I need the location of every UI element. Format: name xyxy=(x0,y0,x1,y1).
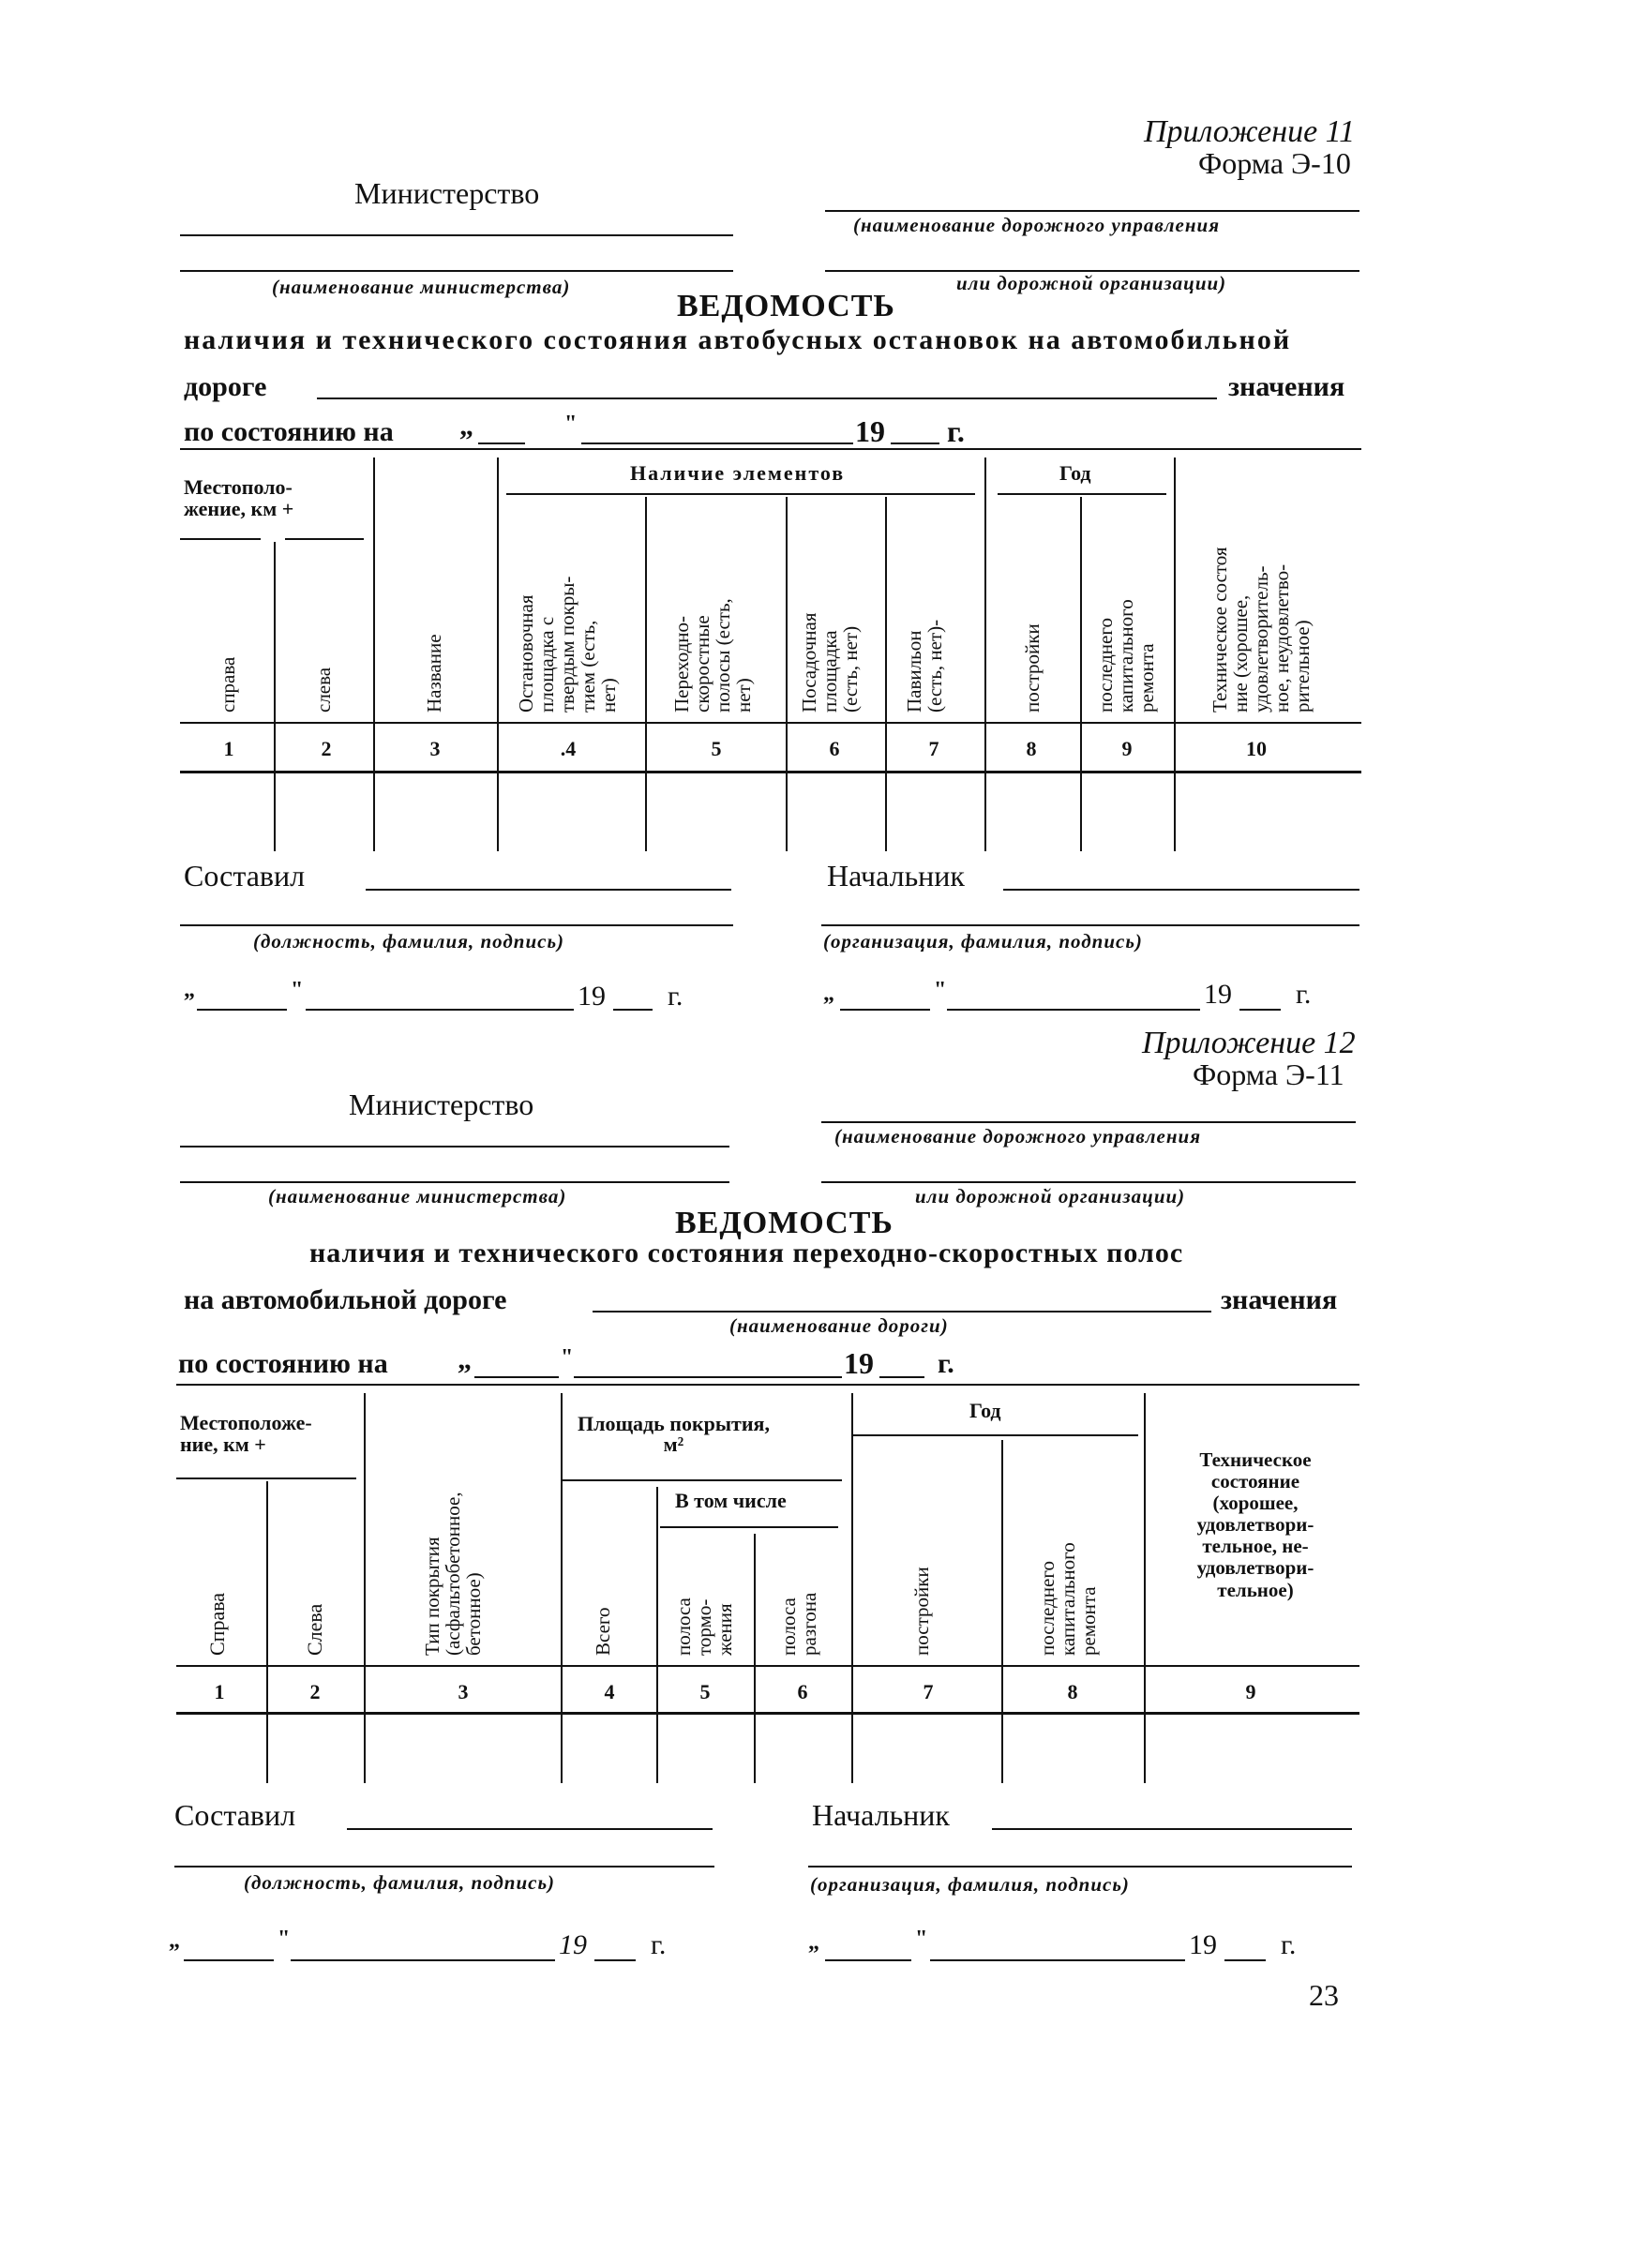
table2-numbers-rule xyxy=(176,1712,1359,1715)
table1-header-location: Местополо- жение, км + xyxy=(184,475,294,521)
date-quote-open-2: „ xyxy=(458,1344,472,1375)
sig-date-year-1b: 19 xyxy=(1204,979,1232,1010)
date-day-line-2 xyxy=(474,1376,559,1378)
table2-col-sep-4 xyxy=(656,1487,658,1783)
table1-year-rule xyxy=(998,493,1166,495)
compiled-label-1: Составил xyxy=(184,859,306,892)
date-yy-line-1 xyxy=(891,442,939,444)
road-caption-2: (наименование дороги) xyxy=(729,1314,949,1337)
date-year-1: 19 xyxy=(855,414,885,448)
sig-date-q1-1b: „ xyxy=(823,982,834,1006)
ministry-line-2a xyxy=(180,1146,729,1148)
table1-num-4: .4 xyxy=(560,737,577,760)
date-year-2: 19 xyxy=(844,1346,874,1380)
compiled-caption-line-2 xyxy=(174,1866,714,1868)
date-day-line-1 xyxy=(478,442,525,444)
date-quote-open-1: „ xyxy=(459,411,473,442)
table1-col-left: слева xyxy=(312,667,335,712)
sig-date-yy-line-2a xyxy=(594,1959,636,1961)
table2-including-rule xyxy=(660,1526,838,1528)
date-g-1: г. xyxy=(947,414,965,448)
chief-label-1: Начальник xyxy=(827,859,965,892)
road-name-line-1 xyxy=(317,398,1217,399)
table1-loc-sub-rule-a xyxy=(180,538,261,540)
sig-date-q2-1b: " xyxy=(934,978,947,1002)
ministry-caption-2: (наименование министерства) xyxy=(268,1185,567,1208)
page-number: 23 xyxy=(1309,1978,1339,2012)
table1-num-5: 5 xyxy=(711,737,722,760)
ministry-caption-1: (наименование министерства) xyxy=(272,276,571,298)
table1-top-rule xyxy=(180,448,1361,450)
table1-num-7: 7 xyxy=(928,737,939,760)
chief-caption-2: (организация, фамилия, подпись) xyxy=(810,1873,1130,1896)
table1-numbers-rule xyxy=(180,771,1361,773)
document-subtitle-2: наличия и технического состояния переходно-скоростных полос xyxy=(309,1238,1184,1268)
chief-line-1 xyxy=(1003,889,1359,891)
compiled-line-1 xyxy=(366,889,731,891)
table1-col-sep-1 xyxy=(274,542,276,851)
ministry-label-2: Министерство xyxy=(349,1088,534,1121)
sig-date-g-2b: г. xyxy=(1281,1929,1297,1960)
table1-col-right: справа xyxy=(217,656,239,712)
table1-col-built: постройки xyxy=(1021,623,1044,712)
table2-col-sep-7 xyxy=(1001,1440,1003,1783)
table2-header-state: Техническое состояние (хорошее, удовлетвори- тельное, не- удовлетвори- тельное) xyxy=(1196,1448,1314,1601)
table2-col-sep-6 xyxy=(851,1393,853,1783)
table2-header-area: Площадь покрытия, м² xyxy=(578,1412,770,1456)
date-prefix-2: по состоянию на xyxy=(178,1348,388,1379)
sig-date-g-1b: г. xyxy=(1296,979,1312,1010)
table2-col-braking-lane: полоса тормо- жения xyxy=(672,1598,737,1656)
date-month-line-2 xyxy=(574,1376,842,1378)
table2-header-rule xyxy=(176,1665,1359,1667)
sig-date-day-line-1b xyxy=(840,1009,930,1011)
table2-num-5: 5 xyxy=(699,1680,711,1703)
table2-header-year: Год xyxy=(969,1399,1001,1422)
table2-num-7: 7 xyxy=(923,1680,934,1703)
org-caption-1b: или дорожной организации) xyxy=(956,272,1227,294)
table2-num-3: 3 xyxy=(458,1680,469,1703)
org-name-line-2a xyxy=(821,1121,1356,1123)
table2-col-repair: последнего капитального ремонта xyxy=(1036,1542,1101,1656)
table2-col-sep-2 xyxy=(364,1393,366,1783)
ministry-line-1a xyxy=(180,234,733,236)
table1-num-6: 6 xyxy=(829,737,840,760)
table1-col-repair: последнего капитального ремонта xyxy=(1094,599,1159,712)
chief-label-2: Начальник xyxy=(812,1798,950,1832)
sig-date-q1-2b: „ xyxy=(808,1930,819,1955)
appendix-label-2: Приложение 12 xyxy=(1142,1026,1356,1060)
table1-num-9: 9 xyxy=(1121,737,1133,760)
sig-date-month-line-1b xyxy=(947,1009,1200,1011)
org-caption-2a: (наименование дорожного управления xyxy=(834,1125,1202,1148)
date-prefix-1: по состоянию на xyxy=(184,416,394,447)
table1-col-sep-7 xyxy=(984,458,986,851)
chief-caption-1: (организация, фамилия, подпись) xyxy=(823,930,1143,952)
date-g-2: г. xyxy=(938,1348,954,1379)
date-month-line-1 xyxy=(581,442,853,444)
table1-loc-sub-rule-b xyxy=(285,538,364,540)
table1-col-stop-area: Остановочная площадка с твердым покры- тием (есть, нет) xyxy=(515,576,621,712)
sig-date-year-2a: 19 xyxy=(559,1929,587,1960)
table1-col-sep-8 xyxy=(1080,497,1082,851)
ministry-label-1: Министерство xyxy=(354,176,540,210)
chief-caption-line-2 xyxy=(808,1866,1352,1868)
date-yy-line-2 xyxy=(879,1376,924,1378)
table1-header-rule xyxy=(180,722,1361,724)
road-label-1: дороге xyxy=(184,371,267,402)
table2-num-4: 4 xyxy=(604,1680,615,1703)
table2-col-sep-1 xyxy=(266,1481,268,1783)
document-title-2: ВЕДОМОСТЬ xyxy=(675,1206,894,1240)
table2-num-6: 6 xyxy=(797,1680,808,1703)
org-caption-2b: или дорожной организации) xyxy=(915,1185,1186,1208)
table1-col-sep-6 xyxy=(885,497,887,851)
document-subtitle-1: наличия и технического состояния автобусных остановок на автомобильной xyxy=(184,324,1292,355)
table2-top-rule xyxy=(176,1384,1359,1386)
table2-col-sep-8 xyxy=(1144,1393,1146,1783)
table1-col-sep-2 xyxy=(373,458,375,851)
form-label-2: Форма Э-11 xyxy=(1193,1058,1344,1091)
table1-col-sep-9 xyxy=(1174,458,1176,851)
table2-area-rule xyxy=(563,1479,842,1481)
sig-date-q2-1a: " xyxy=(291,978,304,1002)
compiled-caption-line-1 xyxy=(180,924,733,926)
table2-num-1: 1 xyxy=(214,1680,225,1703)
sig-date-g-2a: г. xyxy=(651,1929,667,1960)
org-name-line-2b xyxy=(821,1181,1356,1183)
table1-col-sep-3 xyxy=(497,458,499,851)
document-title-1: ВЕДОМОСТЬ xyxy=(677,289,895,323)
table1-num-1: 1 xyxy=(223,737,234,760)
chief-caption-line-1 xyxy=(821,924,1359,926)
ministry-line-2b xyxy=(180,1181,729,1183)
sig-date-year-2b: 19 xyxy=(1189,1929,1217,1960)
table1-num-10: 10 xyxy=(1246,737,1267,760)
org-name-line-1a xyxy=(825,210,1359,212)
table1-num-2: 2 xyxy=(321,737,332,760)
table1-col-sep-4 xyxy=(645,497,647,851)
ministry-line-1b xyxy=(180,270,733,272)
table2-col-total: Всего xyxy=(592,1607,614,1656)
sig-date-year-1a: 19 xyxy=(578,981,606,1012)
road-name-line-2 xyxy=(593,1311,1211,1312)
table2-col-acceleration-lane: полоса разгона xyxy=(777,1592,821,1656)
table1-col-state: Техническое состоя ние (хорошее, удовлетворитель- ное, неудовлетво- рительное) xyxy=(1209,547,1314,712)
sig-date-month-line-2b xyxy=(930,1959,1185,1961)
sig-date-day-line-2b xyxy=(825,1959,911,1961)
sig-date-q2-2a: " xyxy=(278,1927,291,1951)
chief-line-2 xyxy=(992,1828,1352,1830)
table2-col-sep-5 xyxy=(754,1534,756,1783)
table1-num-3: 3 xyxy=(429,737,441,760)
table1-presence-rule xyxy=(506,493,975,495)
road-label-2: на автомобильной дороге xyxy=(184,1284,507,1315)
table2-col-left: Слева xyxy=(303,1603,326,1656)
table1-col-pavilion: Павильон (есть, нет)- xyxy=(903,619,947,712)
table1-col-boarding-area: Посадочная площадка (есть, нет) xyxy=(798,612,863,712)
road-suffix-1: значения xyxy=(1228,371,1345,402)
table1-header-year: Год xyxy=(1059,461,1091,485)
table2-header-including: В том числе xyxy=(675,1489,787,1512)
table2-header-location: Местоположе- ние, км + xyxy=(180,1411,312,1457)
table1-col-sep-5 xyxy=(786,497,788,851)
form-label-1: Форма Э-10 xyxy=(1198,146,1351,180)
table2-num-2: 2 xyxy=(309,1680,321,1703)
date-quote-close-1: " xyxy=(564,412,578,436)
table2-num-9: 9 xyxy=(1245,1680,1256,1703)
table1-col-speed-lanes: Переходно- скоростные полосы (есть, нет) xyxy=(670,598,756,712)
sig-date-q1-2a: „ xyxy=(169,1928,180,1953)
sig-date-month-line-2a xyxy=(291,1959,555,1961)
table1-col-name: Название xyxy=(423,634,445,712)
table2-col-surface-type: Тип покрытия (асфальтобетонное, бетонное) xyxy=(421,1492,486,1656)
road-suffix-2: значения xyxy=(1221,1284,1338,1315)
compiled-label-2: Составил xyxy=(174,1798,296,1832)
table2-col-sep-3 xyxy=(561,1393,563,1783)
sig-date-yy-line-2b xyxy=(1224,1959,1266,1961)
sig-date-q2-2b: " xyxy=(915,1927,928,1951)
compiled-caption-1: (должность, фамилия, подпись) xyxy=(253,930,565,952)
org-caption-1a: (наименование дорожного управления xyxy=(853,214,1221,236)
sig-date-day-line-1a xyxy=(197,1009,287,1011)
compiled-line-2 xyxy=(347,1828,713,1830)
appendix-label-1: Приложение 11 xyxy=(1144,114,1356,149)
table2-year-rule xyxy=(853,1434,1138,1436)
date-quote-close-2: " xyxy=(561,1345,574,1370)
table2-num-8: 8 xyxy=(1067,1680,1078,1703)
sig-date-yy-line-1b xyxy=(1239,1009,1281,1011)
sig-date-day-line-2a xyxy=(184,1959,274,1961)
compiled-caption-2: (должность, фамилия, подпись) xyxy=(244,1871,556,1894)
table2-col-right: Справа xyxy=(205,1592,229,1656)
sig-date-g-1a: г. xyxy=(668,981,683,1012)
table2-col-built: постройки xyxy=(910,1567,933,1656)
table1-num-8: 8 xyxy=(1026,737,1037,760)
sig-date-month-line-1a xyxy=(306,1009,574,1011)
table2-loc-sub-rule xyxy=(176,1478,356,1479)
table1-header-presence: Наличие элементов xyxy=(630,461,846,485)
sig-date-q1-1a: „ xyxy=(184,978,195,1002)
sig-date-yy-line-1a xyxy=(613,1009,653,1011)
